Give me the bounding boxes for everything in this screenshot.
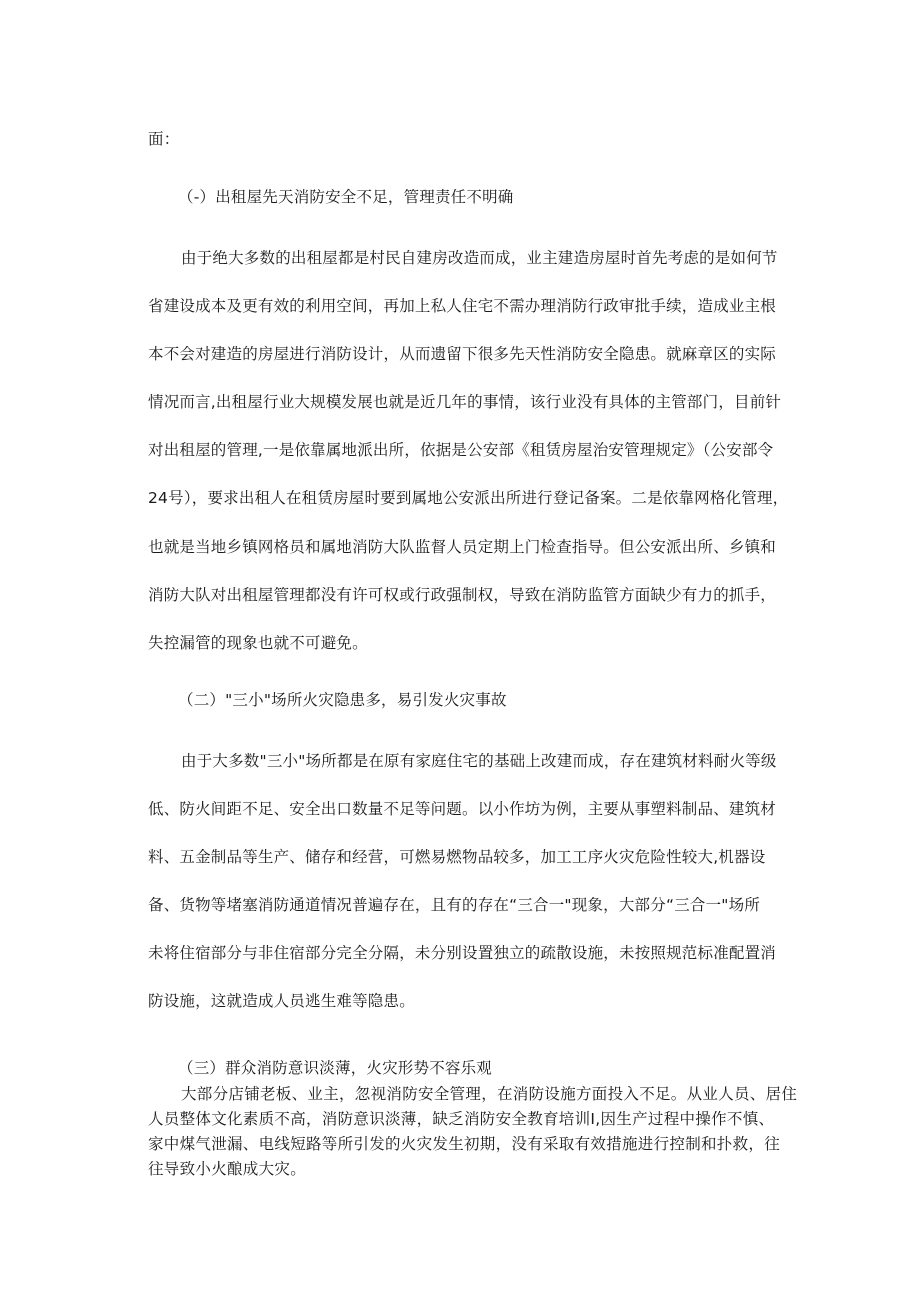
paragraph-line: 家中煤气泄漏、电线短路等所引发的火灾发生初期，没有采取有效措施进行控制和扑救，往 — [148, 1135, 781, 1153]
paragraph-line: 情况而言,出租屋行业大规模发展也就是近几年的事情，该行业没有具体的主管部门，目前针 — [148, 393, 782, 411]
paragraph-line: 省建设成本及更有效的利用空间，再加上私人住宅不需办理消防行政审批手续，造成业主根 — [148, 297, 777, 315]
paragraph-line: 消防大队对出租屋管理都没有许可权或行政强制权，导致在消防监管方面缺少有力的抓手， — [148, 586, 777, 604]
section-heading-2: （二）"三小"场所火灾隐患多，易引发火灾事故 — [178, 691, 507, 709]
paragraph-line: 大部分店铺老板、业主，忽视消防安全管理，在消防设施方面投入不足。从业人员、居住 — [181, 1085, 798, 1103]
paragraph-line: 备、货物等堵塞消防通道情况普遍存在，且有的存在“三合一"现象，大部分“三合一"场所 — [148, 896, 761, 914]
paragraph-line: 未将住宿部分与非住宿部分完全分隔，未分别设置独立的疏散设施，未按照规范标准配置消 — [148, 944, 777, 962]
paragraph-line: 料、五金制品等生产、储存和经营，可燃易燃物品较多，加工工序火灾危险性较大,机器设 — [148, 848, 766, 866]
paragraph-line: 失控漏管的现象也就不可避免。 — [148, 634, 368, 652]
paragraph-line: 24号），要求出租人在租赁房屋时要到属地公安派出所进行登记备案。二是依靠网格化管理， — [148, 489, 789, 507]
paragraph-line: 由于绝大多数的出租屋都是村民自建房改造而成，业主建造房屋时首先考虑的是如何节 — [181, 249, 778, 267]
paragraph-line: 防设施，这就造成人员逃生难等隐患。 — [148, 992, 415, 1010]
paragraph-line: 低、防火间距不足、安全出口数量不足等问题。以小作坊为例，主要从事塑料制品、建筑材 — [148, 800, 777, 818]
paragraph-line: 本不会对建造的房屋进行消防设计，从而遗留下很多先天性消防安全隐患。就麻章区的实际 — [148, 345, 777, 363]
text-line: 面： — [148, 130, 180, 148]
section-heading-3: （三）群众消防意识淡薄，火灾形势不容乐观 — [178, 1059, 493, 1077]
paragraph-line: 由于大多数"三小"场所都是在原有家庭住宅的基础上改建而成，存在建筑材料耐火等级 — [181, 752, 777, 770]
paragraph-line: 对出租屋的管理,一是依靠属地派出所，依据是公安部《租赁房屋治安管理规定》（公安部令 — [148, 441, 774, 459]
paragraph-line: 往导致小火酿成大灾。 — [148, 1160, 307, 1178]
paragraph-line: 人员整体文化素质不高，消防意识淡薄，缺乏消防安全教育培训I,因生产过程中操作不慎、 — [148, 1110, 775, 1128]
section-heading-1: （-）出租屋先天消防安全不足，管理责任不明确 — [178, 188, 514, 206]
paragraph-line: 也就是当地乡镇网格员和属地消防大队监督人员定期上门检查指导。但公安派出所、乡镇和 — [148, 538, 777, 556]
